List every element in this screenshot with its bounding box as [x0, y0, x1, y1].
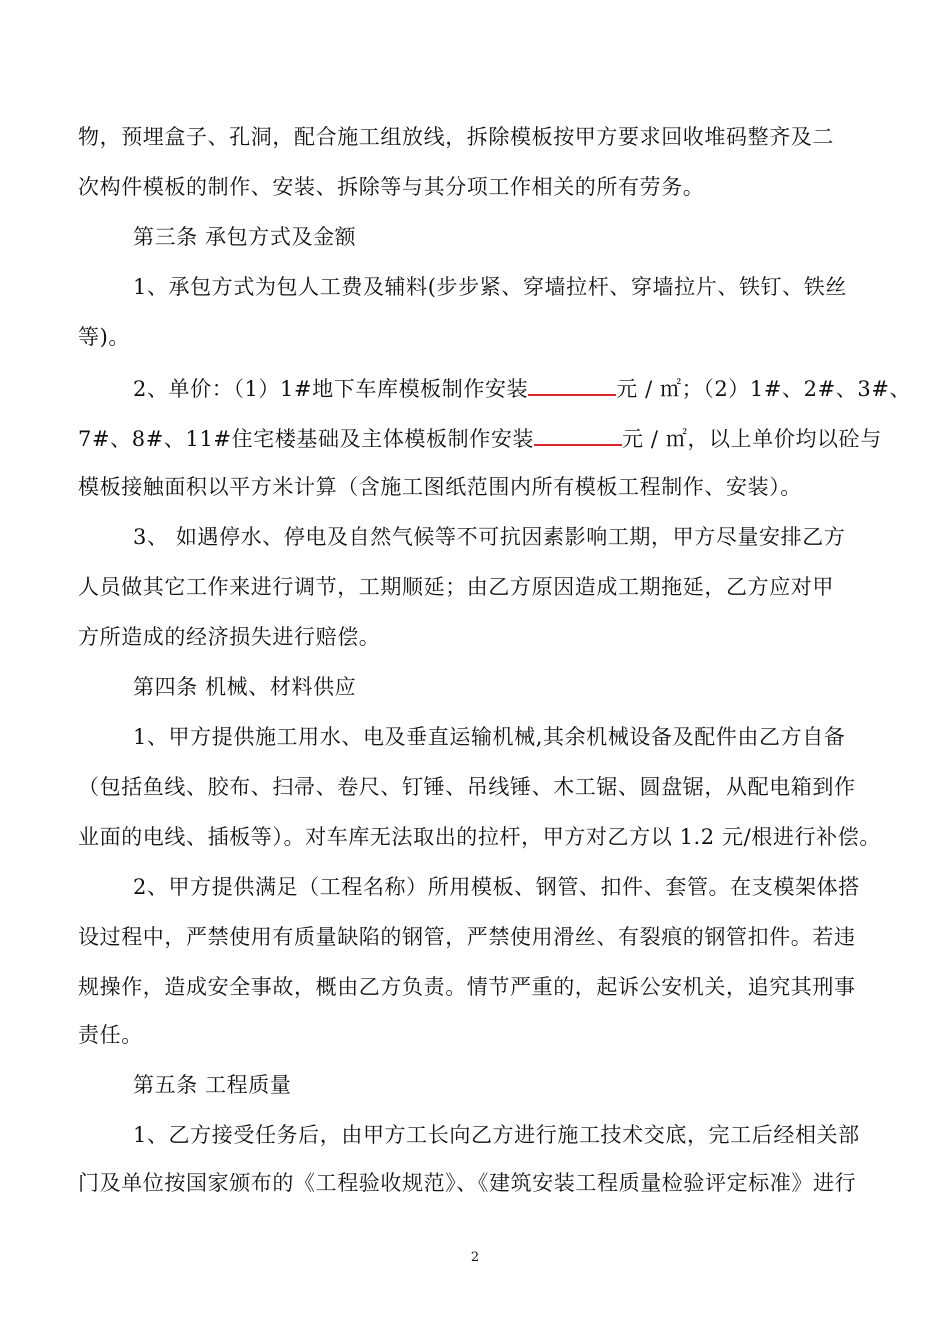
- body-line: 规操作，造成安全事故，概由乙方负责。情节严重的，起诉公安机关，追究其刑事: [78, 975, 856, 999]
- section-heading: 第四条 机械、材料供应: [133, 675, 357, 699]
- price-label-1: 2、单价：（1）1#地下车库模板制作安装: [133, 377, 529, 401]
- body-line: 次构件模板的制作、安装、拆除等与其分项工作相关的所有劳务。: [78, 175, 705, 199]
- price-unit-2: 元 / ㎡，以上单价均以砼与: [622, 427, 882, 451]
- body-line: 责任。: [78, 1023, 143, 1047]
- body-line: 3、 如遇停水、停电及自然气候等不可抗因素影响工期，甲方尽量安排乙方: [133, 525, 846, 549]
- price-line-1: [133, 372, 933, 404]
- price-line-2: [78, 422, 882, 454]
- body-line: 1、承包方式为包人工费及辅料(步步紧、穿墙拉杆、穿墙拉片、铁钉、铁丝: [133, 275, 847, 299]
- body-line: 等)。: [78, 325, 130, 349]
- body-line: 物，预埋盒子、孔洞，配合施工组放线，拆除模板按甲方要求回收堆码整齐及二: [78, 125, 834, 149]
- body-line: 人员做其它工作来进行调节，工期顺延；由乙方原因造成工期拖延，乙方应对甲: [78, 575, 834, 599]
- body-line: 方所造成的经济损失进行赔偿。: [78, 625, 381, 649]
- body-line: 模板接触面积以平方米计算（含施工图纸范围内所有模板工程制作、安装）。: [78, 475, 802, 499]
- price-label-2: 7#、8#、11#住宅楼基础及主体模板制作安装: [78, 427, 535, 451]
- price-blank-2[interactable]: [534, 422, 622, 446]
- body-line: 门及单位按国家颁布的《工程验收规范》、《建筑安装工程质量检验评定标准》进行: [78, 1171, 857, 1195]
- body-line: 业面的电线、插板等）。对车库无法取出的拉杆，甲方对乙方以 1.2 元/根进行补偿。: [78, 825, 881, 849]
- body-line: 2、甲方提供满足（工程名称）所用模板、钢管、扣件、套管。在支模架体搭: [133, 875, 860, 899]
- section-heading: 第三条 承包方式及金额: [133, 225, 357, 249]
- section-heading: 第五条 工程质量: [133, 1073, 292, 1097]
- body-line: 设过程中，严禁使用有质量缺陷的钢管，严禁使用滑丝、有裂痕的钢管扣件。若违: [78, 925, 856, 949]
- body-line: （包括鱼线、胶布、扫帚、卷尺、钉锤、吊线锤、木工锯、圆盘锯，从配电箱到作: [78, 775, 856, 799]
- body-line: 1、甲方提供施工用水、电及垂直运输机械,其余机械设备及配件由乙方自备: [133, 725, 846, 749]
- price-blank-1[interactable]: [528, 372, 616, 396]
- body-line: 1、乙方接受任务后，由甲方工长向乙方进行施工技术交底，完工后经相关部: [133, 1123, 860, 1147]
- price-unit-1: 元 / ㎡；（2）1#、2#、3#、: [616, 377, 912, 401]
- page-number: 2: [470, 1250, 480, 1265]
